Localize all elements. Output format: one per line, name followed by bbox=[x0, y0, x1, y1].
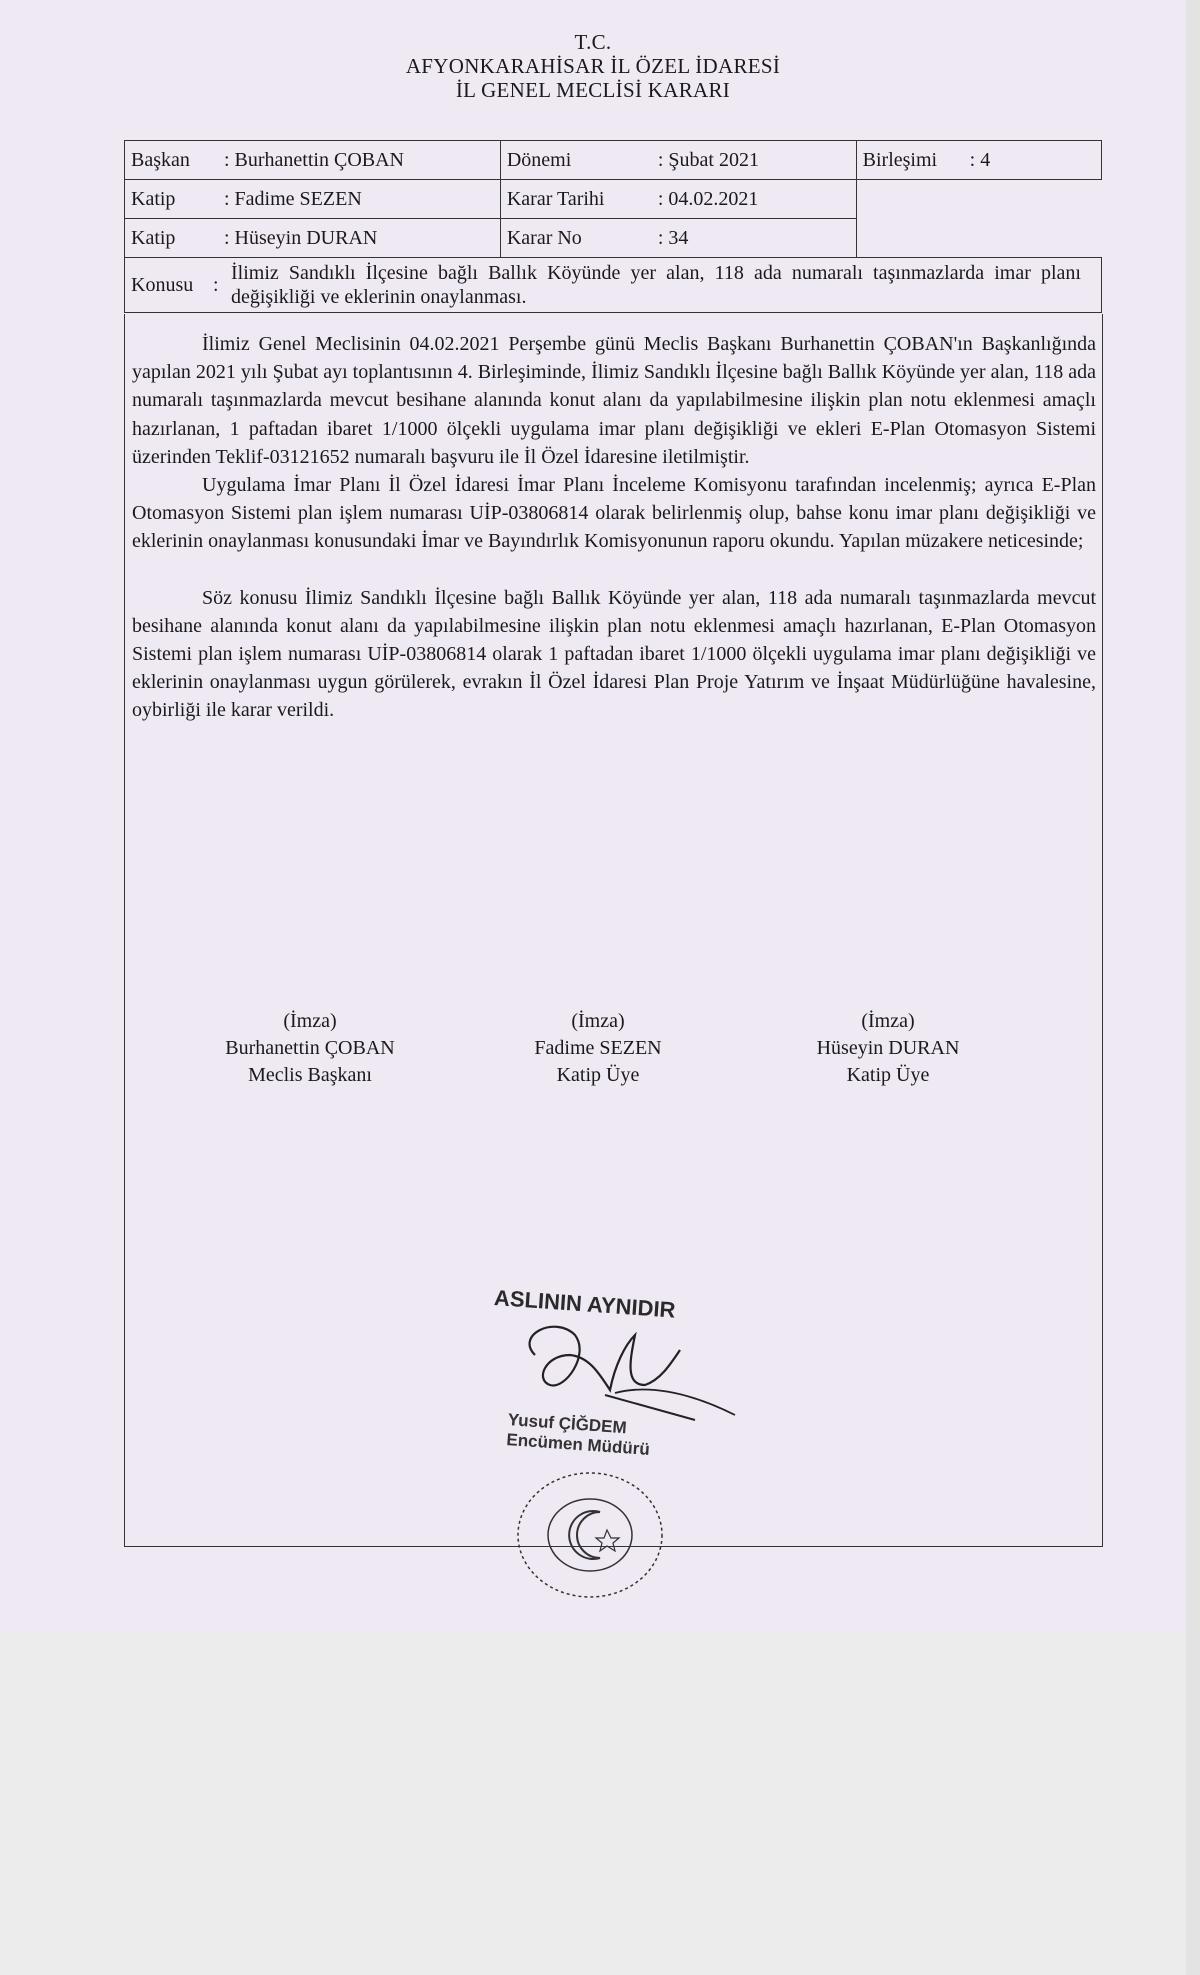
header-row-katip2 bbox=[125, 219, 1102, 258]
katip2-label: Katip bbox=[131, 226, 176, 249]
signature-name: Fadime SEZEN bbox=[534, 1037, 662, 1059]
signature-name: Burhanettin ÇOBAN bbox=[225, 1037, 395, 1059]
karar-tarihi-cell bbox=[500, 180, 856, 219]
header-row-katip1 bbox=[125, 180, 1102, 219]
certification-stamp bbox=[495, 1285, 765, 1615]
body-paragraph-2: Uygulama İmar Planı İl Özel İdaresi İmar Planı İnceleme Komisyonu tarafından incelenmiş; ayrıca E-Plan Otomasyon Sistemi plan işlem numarası UİP-03806814 olarak belirlenmiş olup, bahse konu imar planı değişikliği ve eklerinin onaylanması konusundaki İmar ve Bayındırlık Komisyonunun raporu okundu. Yapılan müzakere neticesinde; bbox=[132, 474, 1096, 553]
karar-tarihi-label: Karar Tarihi bbox=[506, 187, 605, 210]
katip2-value: : Hüseyin DURAN bbox=[224, 226, 378, 249]
katip1-cell bbox=[125, 180, 501, 219]
signature-imza: (İmza) bbox=[571, 1010, 625, 1032]
karar-no-value: : 34 bbox=[657, 226, 689, 249]
heading-decision-title: İL GENEL MECLİSİ KARARI bbox=[455, 78, 731, 102]
scan-bottom-margin bbox=[0, 1632, 1186, 1975]
aslinin-aynidir-stamp: ASLININ AYNIDIR bbox=[493, 1285, 677, 1323]
signature-baskan bbox=[160, 1008, 460, 1089]
signature-imza: (İmza) bbox=[861, 1010, 915, 1032]
konusu-cell bbox=[125, 258, 1102, 313]
signature-katip2 bbox=[738, 1008, 1038, 1089]
heading-tc: T.C. bbox=[574, 30, 612, 54]
baskan-label: Başkan bbox=[131, 148, 190, 171]
official-seal-icon bbox=[505, 1460, 675, 1610]
karar-no-label: Karar No bbox=[506, 226, 582, 249]
heading-institution: AFYONKARAHİSAR İL ÖZEL İDARESİ bbox=[405, 54, 781, 78]
konusu-label: Konusu bbox=[131, 273, 194, 296]
karar-no-cell bbox=[500, 219, 856, 258]
katip2-cell bbox=[125, 219, 501, 258]
donemi-cell bbox=[500, 141, 856, 180]
konusu-colon: : bbox=[213, 273, 219, 296]
signature-title: Katip Üye bbox=[846, 1064, 930, 1086]
konusu-value: İlimiz Sandıklı İlçesine bağlı Ballık Köyünde yer alan, 118 ada numaralı taşınmazlarda imar planı değişikliği ve eklerinin onaylanması. bbox=[231, 262, 1081, 308]
signature-title: Katip Üye bbox=[556, 1064, 640, 1086]
donemi-value: : Şubat 2021 bbox=[657, 148, 759, 171]
karar-tarihi-value: : 04.02.2021 bbox=[657, 187, 759, 210]
header-row-baskan bbox=[125, 141, 1102, 180]
birlesimi-value: : 4 bbox=[969, 148, 991, 171]
birlesimi-cell bbox=[856, 141, 1101, 180]
scan-right-margin bbox=[1186, 0, 1200, 1975]
body-paragraph-3: Söz konusu İlimiz Sandıklı İlçesine bağlı Ballık Köyünde yer alan, 118 ada numaralı taşınmazlarda mevcut besihane alanında konut alanı da yapılabilmesine ilişkin plan notu eklenmesi amaçlı hazırlanan, E-Plan Otomasyon Sistemi plan işlem numarası UİP-03806814 olarak 1 paftadan ibaret 1/1000 ölçekli uygulama imar planı değişikliği ve eklerinin onaylanması uygun görülerek, evrakın İl Özel İdaresi Plan Proje Yatırım ve İnşaat Müdürlüğüne havalesine, oybirliği ile karar verildi. bbox=[132, 586, 1096, 722]
empty-cell bbox=[856, 219, 1101, 258]
signature-name: Hüseyin DURAN bbox=[816, 1037, 960, 1059]
header-row-konusu bbox=[125, 258, 1102, 313]
katip1-value: : Fadime SEZEN bbox=[224, 187, 362, 210]
donemi-label: Dönemi bbox=[506, 148, 572, 171]
birlesimi-label: Birleşimi bbox=[862, 148, 938, 171]
decision-header-table bbox=[124, 140, 1102, 313]
signature-imza: (İmza) bbox=[283, 1010, 337, 1032]
stamp-officer-name: Yusuf ÇİĞDEM bbox=[507, 1410, 628, 1438]
katip1-label: Katip bbox=[131, 187, 176, 210]
baskan-value: : Burhanettin ÇOBAN bbox=[224, 148, 404, 171]
stamp-officer-title: Encümen Müdürü bbox=[505, 1429, 651, 1459]
signature-katip1 bbox=[448, 1008, 748, 1089]
empty-cell bbox=[856, 180, 1101, 219]
body-paragraph-1: İlimiz Genel Meclisinin 04.02.2021 Perşembe günü Meclis Başkanı Burhanettin ÇOBAN'ın Başkanlığında yapılan 2021 yılı Şubat ayı toplantısının 4. Birleşiminde, İlimiz Sandıklı İlçesine bağlı Ballık Köyünde yer alan, 118 ada numaralı taşınmazlarda mevcut besihane alanında konut alanı da yapılabilmesine ilişkin plan notu eklenmesi amaçlı hazırlanan, 1 paftadan ibaret 1/1000 ölçekli uygulama imar planı değişikliği ve ekleri E-Plan Otomasyon Sistemi üzerinden Teklif-03121652 numaralı başvuru ile İl Özel İdaresine iletilmiştir. bbox=[132, 333, 1096, 468]
signature-title: Meclis Başkanı bbox=[248, 1064, 372, 1086]
document-heading bbox=[0, 30, 1186, 102]
baskan-cell bbox=[125, 141, 501, 180]
decision-body bbox=[132, 330, 1096, 725]
